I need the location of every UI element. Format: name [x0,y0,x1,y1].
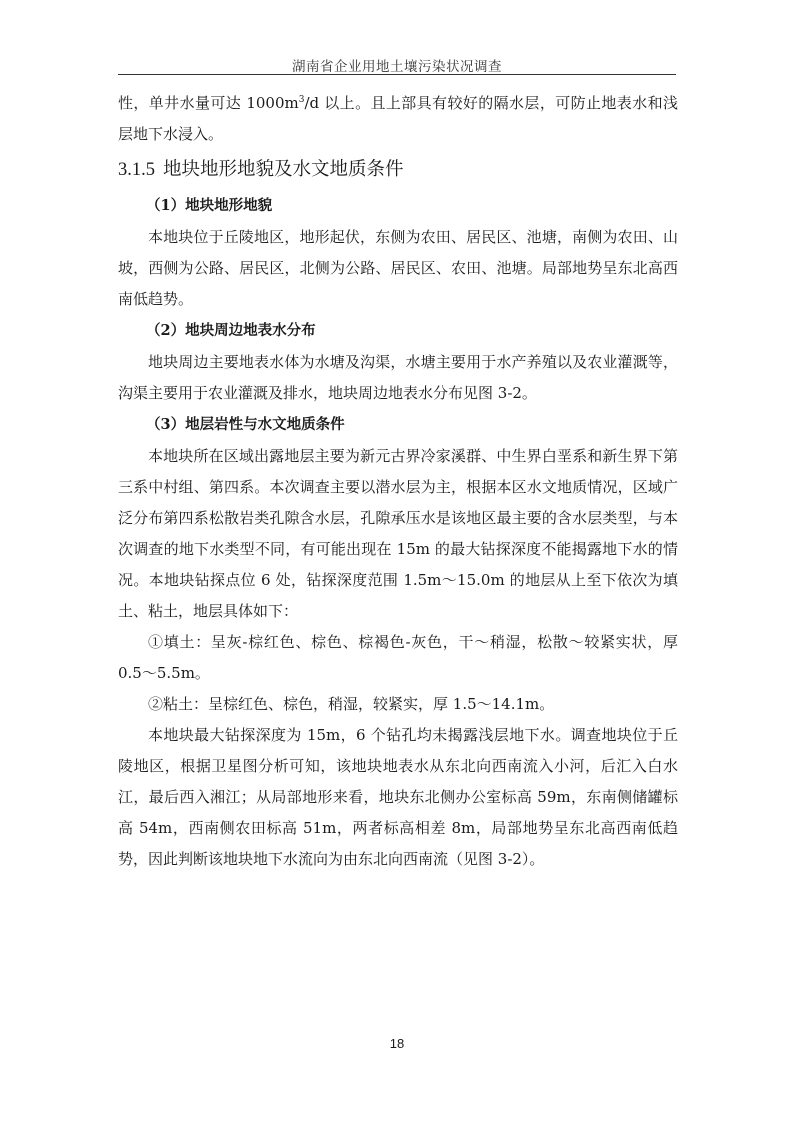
subsection-3-heading: （3）地层岩性与水文地质条件 [146,416,345,433]
section-number: 3.1.5 [118,160,155,180]
intro-paragraph [118,88,678,150]
page-body [118,88,678,875]
hydro-conclusion: 本地块最大钻探深度为 15m，6 个钻孔均未揭露浅层地下水。调查地块位于丘陵地区，根据卫星图分析可知，该地块地表水从东北向西南流入小河，后汇入白水江，最后西入湘江；从局部地形来看，地块东北侧办公室标高 59m，东南侧储罐标高 54m，西南侧农田标高 51m，两者标高相差 8m，局部地势呈东北高西南低趋势，因此判断该地块地下水流向为由东北向西南流（见图 3-2）。 [118,726,678,868]
header-divider [118,74,676,75]
subsection-3-text: 本地块所在区域出露地层主要为新元古界冷家溪群、中生界白垩系和新生界下第三系中村组、第四系。本次调查主要以潜水层为主，根据本区水文地质情况，区域广泛分布第四系松散岩类孔隙含水层，孔隙承压水是该地区最主要的含水层类型，与本次调查的地下水类型不同，有可能出现在 15m 的最大钻探深度不能揭露地下水的情况。本地块钻探点位 6 处，钻探深度范围 1.5m～15.0m 的地层从上至下依次为填土、粘土，地层具体如下： [118,447,678,620]
section-heading [118,153,678,187]
intro-text-a: 性，单井水量可达 1000m [118,94,299,112]
running-header: 湖南省企业用地土壤污染状况调查 [292,59,502,75]
page-number: 18 [389,1036,405,1051]
subsection-1-heading: （1）地块地形地貌 [146,197,273,214]
intro-superscript: 3 [298,95,305,105]
intro-text-b: /d 以上。且上部具有较好的隔水层，可防止地表水和浅层地下水浸入。 [118,94,678,143]
section-title: 地块地形地貌及水文地质条件 [163,159,404,180]
subsection-2-heading: （2）地块周边地表水分布 [146,322,316,339]
layer-1-description: ①填土：呈灰-棕红色、棕色、棕褐色-灰色，干～稍湿，松散～较紧实状，厚 0.5～5.5m。 [118,633,678,682]
subsection-2-text: 地块周边主要地表水体为水塘及沟渠，水塘主要用于水产养殖以及农业灌溉等，沟渠主要用于农业灌溉及排水，地块周边地表水分布见图 3-2。 [118,353,678,402]
subsection-1-text: 本地块位于丘陵地区，地形起伏，东侧为农田、居民区、池塘，南侧为农田、山坡，西侧为公路、居民区，北侧为公路、居民区、农田、池塘。局部地势呈东北高西南低趋势。 [118,228,678,308]
layer-2-description: ②粘土：呈棕红色、棕色，稍湿，较紧实，厚 1.5～14.1m。 [148,695,555,713]
